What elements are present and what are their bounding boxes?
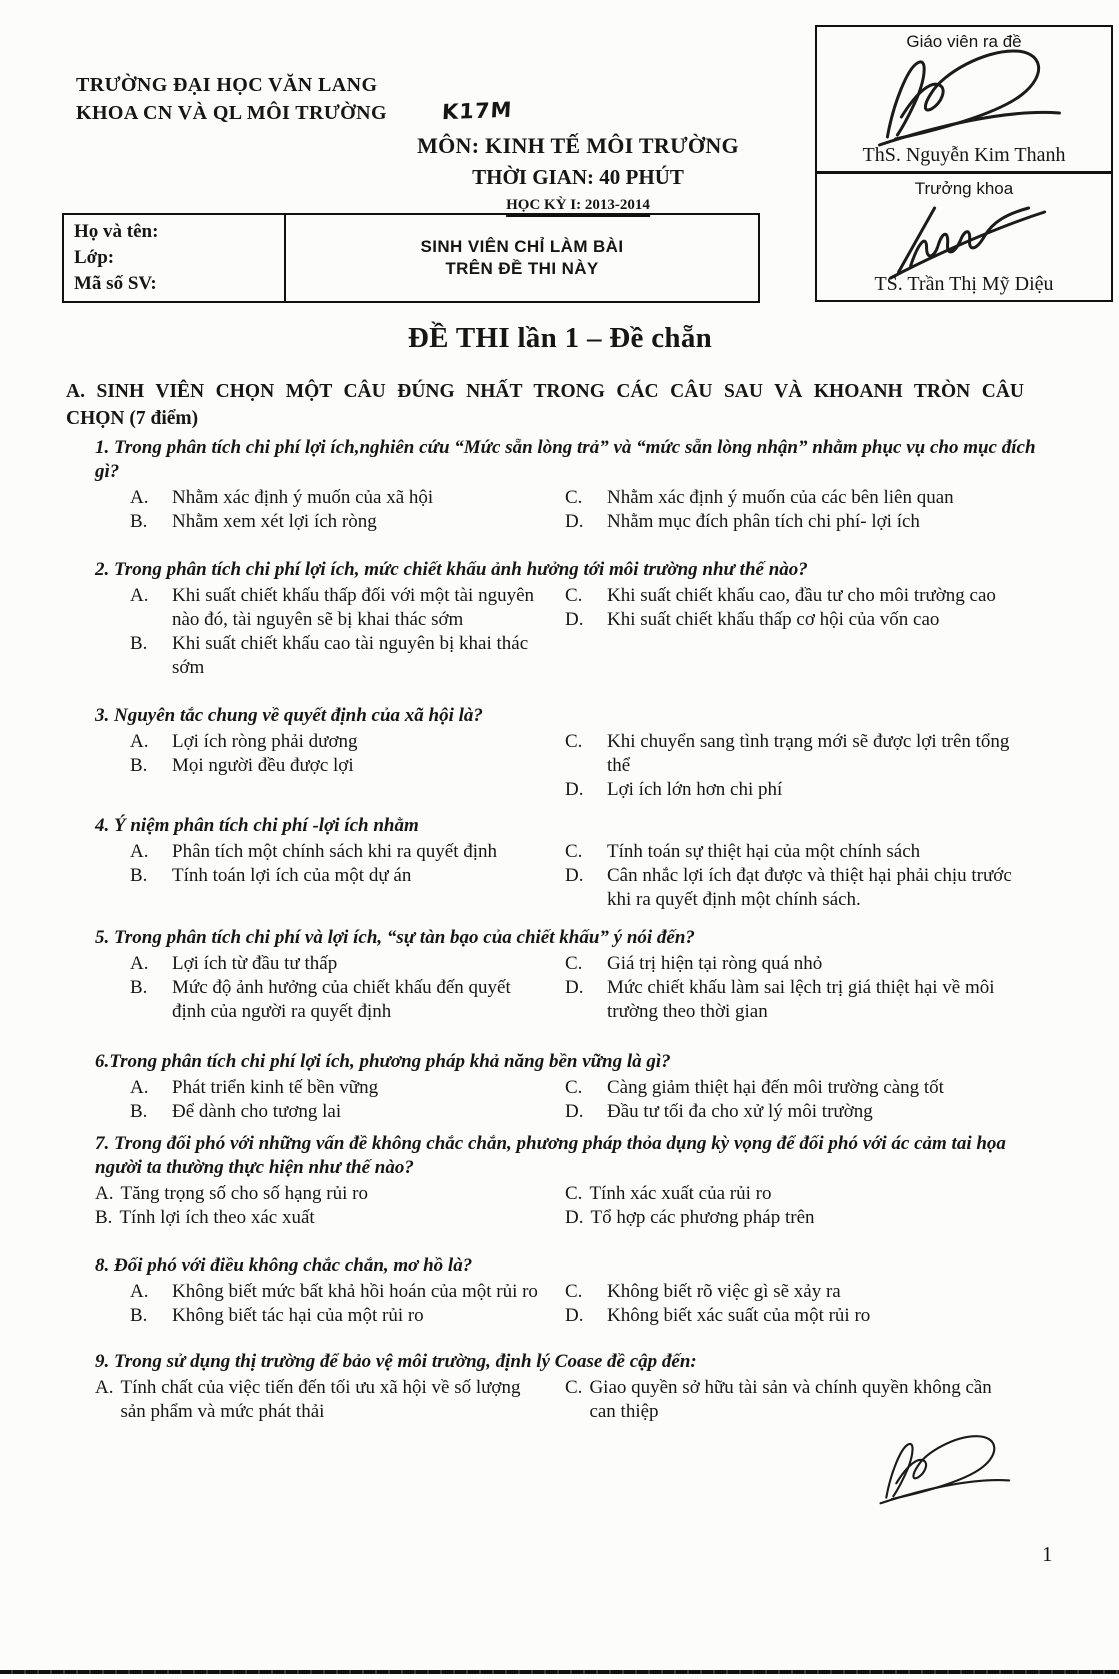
question-text: 4. Ý niệm phân tích chi phí -lợi ích nhằm — [95, 815, 419, 836]
option-label: C. — [565, 1377, 583, 1398]
option-label: B. — [130, 977, 148, 998]
option-text: Nhằm xác định ý muốn của các bên liên quan — [607, 487, 954, 508]
student-fields — [64, 215, 286, 301]
duration-line: THỜI GIAN: 40 PHÚT — [472, 165, 684, 189]
option-label: C. — [565, 585, 583, 606]
answer-option — [95, 1206, 540, 1230]
answer-option — [130, 840, 540, 864]
option-text: Lợi ích từ đầu tư thấp — [172, 953, 338, 974]
option-label: A. — [95, 1377, 114, 1398]
option-label: C. — [565, 1281, 583, 1302]
answer-option — [130, 976, 540, 1024]
answer-option — [565, 1206, 1020, 1230]
question-9 — [65, 1350, 1055, 1424]
option-text: Để dành cho tương lai — [172, 1101, 342, 1122]
option-label: B. — [130, 865, 148, 886]
semester-line: HỌC KỲ I: 2013-2014 — [506, 197, 650, 217]
option-label: A. — [130, 731, 149, 752]
option-text: Tổ hợp các phương pháp trên — [590, 1207, 815, 1228]
option-label: C. — [565, 731, 583, 752]
option-text: Giao quyền sở hữu tài sản và chính quyền không cần can thiệp — [589, 1377, 992, 1422]
option-label: C. — [565, 1077, 583, 1098]
question-text: 5. Trong phân tích chi phí và lợi ích, “sự tàn bạo của chiết khấu” ý nói đến? — [95, 927, 695, 948]
examiner-signature-icon — [867, 45, 1077, 149]
option-text: Phân tích một chính sách khi ra quyết định — [172, 841, 498, 862]
option-text: Tính chất của việc tiến đến tối ưu xã hội về số lượng sản phẩm và mức phát thải — [120, 1377, 521, 1422]
option-label: C. — [565, 841, 583, 862]
question-text: 6.Trong phân tích chi phí lợi ích, phương pháp khả năng bền vững là gì? — [95, 1051, 671, 1072]
option-text: Mọi người đều được lợi — [172, 755, 354, 776]
option-text: Tính lợi ích theo xác xuất — [119, 1207, 315, 1228]
option-label: A. — [130, 585, 149, 606]
answer-option — [130, 864, 540, 888]
option-label: D. — [565, 1305, 584, 1326]
student-field-name: Họ và tên: — [74, 221, 159, 242]
question-4 — [65, 814, 1055, 912]
dean-name: TS. Trần Thị Mỹ Diệu — [874, 273, 1054, 295]
student-field-id: Mã số SV: — [74, 273, 157, 294]
answer-option — [95, 1376, 540, 1424]
question-text: 1. Trong phân tích chi phí lợi ích,nghiên cứu “Mức sẵn lòng trả” và “mức sẵn lòng nhận” nhằm phục vụ cho mục đích gì? — [95, 437, 1036, 482]
option-text: Đầu tư tối đa cho xử lý môi trường — [607, 1101, 873, 1122]
answer-option — [130, 584, 540, 632]
answer-option — [565, 1376, 1020, 1424]
answer-option — [130, 1304, 540, 1328]
dean-signature-box — [815, 172, 1113, 302]
answer-option — [565, 1280, 1020, 1304]
option-text: Khi suất chiết khấu cao tài nguyên bị khai thác sớm — [172, 633, 529, 678]
question-2 — [65, 558, 1055, 680]
answer-option — [565, 486, 1020, 510]
option-text: Khi suất chiết khấu thấp cơ hội của vốn cao — [607, 609, 940, 630]
examiner-box-title: Giáo viên ra đề — [906, 32, 1022, 51]
option-label: A. — [130, 841, 149, 862]
option-text: Nhằm xem xét lợi ích ròng — [172, 511, 377, 532]
student-info-box — [62, 213, 760, 303]
option-text: Không biết mức bất khả hồi hoán của một rủi ro — [172, 1281, 538, 1302]
answer-option — [565, 1100, 1020, 1124]
question-6 — [65, 1050, 1055, 1124]
question-8 — [65, 1254, 1055, 1328]
option-text: Không biết rõ việc gì sẽ xảy ra — [607, 1281, 841, 1302]
option-text: Không biết tác hại của một rủi ro — [172, 1305, 424, 1326]
option-label: D. — [565, 511, 584, 532]
option-text: Lợi ích ròng phải dương — [172, 731, 358, 752]
page-bottom-divider — [0, 1670, 1119, 1674]
dean-box-title: Trưởng khoa — [914, 179, 1014, 198]
student-field-class: Lớp: — [74, 247, 115, 268]
exam-title: ĐỀ THI lần 1 – Đề chẵn — [407, 322, 713, 354]
option-label: A. — [130, 1281, 149, 1302]
answer-option — [565, 584, 1020, 608]
answer-option — [95, 1182, 540, 1206]
question-5 — [65, 926, 1055, 1024]
option-text: Khi suất chiết khấu thấp đối với một tài nguyên nào đó, tài nguyên sẽ bị khai thác sớm — [172, 585, 535, 630]
answer-option — [130, 632, 540, 680]
option-text: Khi suất chiết khấu cao, đầu tư cho môi trường cao — [607, 585, 996, 606]
footer-signature-icon — [872, 1427, 1022, 1511]
option-text: Càng giảm thiệt hại đến môi trường càng tốt — [607, 1077, 944, 1098]
option-label: B. — [130, 1101, 148, 1122]
option-text: Cân nhắc lợi ích đạt được và thiệt hại phải chịu trước khi ra quyết định một chính sách. — [607, 865, 1012, 910]
option-label: C. — [565, 953, 583, 974]
question-3 — [65, 704, 1055, 802]
answer-option — [565, 864, 1020, 912]
faculty-name: KHOA CN VÀ QL MÔI TRƯỜNG — [76, 102, 387, 124]
option-label: A. — [95, 1183, 114, 1204]
option-label: D. — [565, 865, 584, 886]
option-text: Mức chiết khấu làm sai lệch trị giá thiệt hại về môi trường theo thời gian — [607, 977, 995, 1022]
section-a-heading — [66, 378, 1024, 432]
exam-notice-line1: SINH VIÊN CHỈ LÀM BÀI — [420, 237, 624, 256]
option-label: B. — [95, 1207, 113, 1228]
option-label: A. — [130, 953, 149, 974]
option-label: B. — [130, 633, 148, 654]
question-text: 9. Trong sử dụng thị trường để bảo vệ môi trường, định lý Coase đề cập đến: — [95, 1351, 697, 1372]
option-text: Tính toán lợi ích của một dự án — [172, 865, 412, 886]
answer-option — [130, 730, 540, 754]
option-text: Khi chuyển sang tình trạng mới sẽ được lợi trên tổng thể — [607, 731, 1010, 776]
answer-option — [130, 1280, 540, 1304]
option-label: D. — [565, 609, 584, 630]
option-label: A. — [130, 487, 149, 508]
answer-option — [565, 1304, 1020, 1328]
question-text: 8. Đối phó với điều không chắc chắn, mơ hồ là? — [95, 1255, 473, 1276]
option-label: B. — [130, 755, 148, 776]
questions — [65, 436, 1055, 1424]
option-text: Tính toán sự thiệt hại của một chính sách — [607, 841, 921, 862]
question-1 — [65, 436, 1055, 534]
option-text: Tính xác xuất của rủi ro — [589, 1183, 772, 1204]
question-7 — [65, 1132, 1055, 1230]
answer-option — [565, 730, 1020, 778]
exam-notice-line2: TRÊN ĐỀ THI NÀY — [445, 259, 599, 278]
question-text: 7. Trong đối phó với những vấn đề không chắc chắn, phương pháp thỏa dụng kỳ vọng để đối phó với ác cảm tai họa người ta thường thực hiện như thế nào? — [95, 1133, 1006, 1178]
option-label: D. — [565, 1101, 584, 1122]
option-text: Giá trị hiện tại ròng quá nhỏ — [607, 953, 823, 974]
answer-option — [130, 1100, 540, 1124]
answer-option — [565, 840, 1020, 864]
answer-option — [565, 1182, 1020, 1206]
examiner-name: ThS. Nguyễn Kim Thanh — [862, 144, 1066, 166]
answer-option — [565, 976, 1020, 1024]
answer-option — [565, 952, 1020, 976]
option-text: Lợi ích lớn hơn chi phí — [607, 779, 783, 800]
question-text: 3. Nguyên tắc chung về quyết định của xã hội là? — [95, 705, 483, 726]
answer-option — [130, 952, 540, 976]
option-label: D. — [565, 1207, 584, 1228]
option-label: B. — [130, 511, 148, 532]
answer-option — [130, 510, 540, 534]
option-text: Nhằm xác định ý muốn của xã hội — [172, 487, 434, 508]
exam-notice-box — [286, 215, 758, 301]
answer-option — [565, 778, 1020, 802]
page-header — [0, 0, 1119, 308]
option-text: Phát triển kinh tế bền vững — [172, 1077, 379, 1098]
answer-option — [565, 608, 1020, 632]
dean-signature-icon — [877, 196, 1067, 282]
answer-option — [130, 486, 540, 510]
option-label: D. — [565, 779, 584, 800]
answer-option — [130, 1076, 540, 1100]
option-text: Tăng trọng số cho số hạng rủi ro — [120, 1183, 368, 1204]
handwritten-class-code: K17M — [441, 97, 514, 125]
answer-option — [565, 510, 1020, 534]
option-label: B. — [130, 1305, 148, 1326]
examiner-signature-box — [815, 25, 1113, 173]
option-text: Mức độ ảnh hưởng của chiết khấu đến quyết định của người ra quyết định — [172, 977, 511, 1022]
option-label: D. — [565, 977, 584, 998]
option-text: Không biết xác suất của một rủi ro — [607, 1305, 871, 1326]
subject-line: MÔN: KINH TẾ MÔI TRƯỜNG — [417, 133, 739, 158]
page-number: 1 — [1042, 1542, 1053, 1566]
answer-option — [565, 1076, 1020, 1100]
option-text: Nhằm mục đích phân tích chi phí- lợi ích — [607, 511, 920, 532]
option-label: C. — [565, 1183, 583, 1204]
answer-option — [130, 754, 540, 778]
university-name: TRƯỜNG ĐẠI HỌC VĂN LANG — [76, 74, 378, 96]
section-a-line2: CHỌN (7 điểm) — [66, 408, 199, 429]
question-text: 2. Trong phân tích chi phí lợi ích, mức chiết khấu ảnh hưởng tới môi trường như thế nào? — [95, 559, 808, 580]
option-label: A. — [130, 1077, 149, 1098]
section-a-line1: A. SINH VIÊN CHỌN MỘT CÂU ĐÚNG NHẤT TRONG CÁC CÂU SAU VÀ KHOANH TRÒN CÂU — [66, 381, 1024, 402]
option-label: C. — [565, 487, 583, 508]
